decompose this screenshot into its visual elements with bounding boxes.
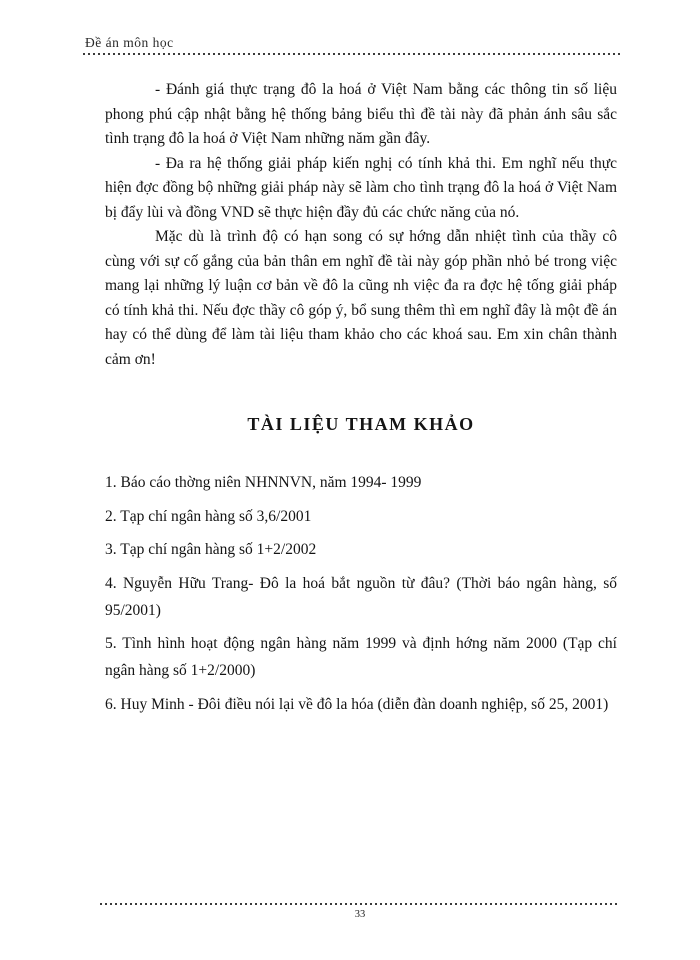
footer-divider	[100, 903, 620, 905]
page-number: 33	[354, 909, 366, 920]
reference-item-3: 3. Tạp chí ngân hàng số 1+2/2002	[105, 541, 317, 558]
page-body	[105, 78, 617, 724]
references-heading: TÀI LIỆU THAM KHẢO	[247, 414, 475, 434]
paragraph-acknowledgement: Mặc dù là trình độ có hạn song có sự hớng dẫn nhiệt tình của thầy cô cùng với sự cố gắng của bản thân em nghĩ đề tài này góp phần nhỏ bé trong việc mang lại những lý luận cơ bản về đô la cũng nh việc đa ra đợc hệ tống giải pháp có tính khả thi. Nếu đợc thầy cô góp ý, bổ sung thêm thì em nghĩ đây là một đề án hay có thể dùng để làm tài liệu tham khảo cho các khoá sau. Em xin chân thành cảm ơn!	[105, 228, 617, 368]
page-header	[83, 34, 620, 55]
reference-item-5: 5. Tình hình hoạt động ngân hàng năm 1999 và định hớng năm 2000 (Tạp chí ngân hàng số 1+2/2000)	[105, 635, 617, 679]
reference-item-2: 2. Tạp chí ngân hàng số 3,6/2001	[105, 507, 312, 525]
page-footer	[100, 903, 620, 920]
reference-item-4: 4. Nguyễn Hữu Trang- Đô la hoá bắt nguồn từ đâu? (Thời báo ngân hàng, số 95/2001)	[105, 574, 617, 619]
reference-item-6: 6. Huy Minh - Đôi điều nói lại về đô la hóa (diễn đàn doanh nghiệp, số 25, 2001)	[105, 695, 609, 713]
paragraph-evaluation: - Đánh giá thực trạng đô la hoá ở Việt Nam bằng các thông tin số liệu phong phú cập nhật bằng hệ thống bảng biểu thì đề tài này đã phản ánh sâu sắc tình trạng đô la hoá ở Việt Nam những năm gần đây.	[105, 81, 617, 147]
header-title: Đề án môn học	[85, 35, 174, 50]
header-divider	[83, 53, 620, 55]
reference-item-1: 1. Báo cáo thờng niên NHNNVN, năm 1994- 1999	[105, 474, 422, 491]
paragraph-solutions: - Đa ra hệ thống giải pháp kiến nghị có tính khả thi. Em nghĩ nếu thực hiện đợc đồng bộ những giải pháp này sẽ làm cho tình trạng đô la hoá ở Việt Nam bị đẩy lùi và đồng VND sẽ thực hiện đầy đủ các chức năng của nó.	[105, 154, 617, 221]
